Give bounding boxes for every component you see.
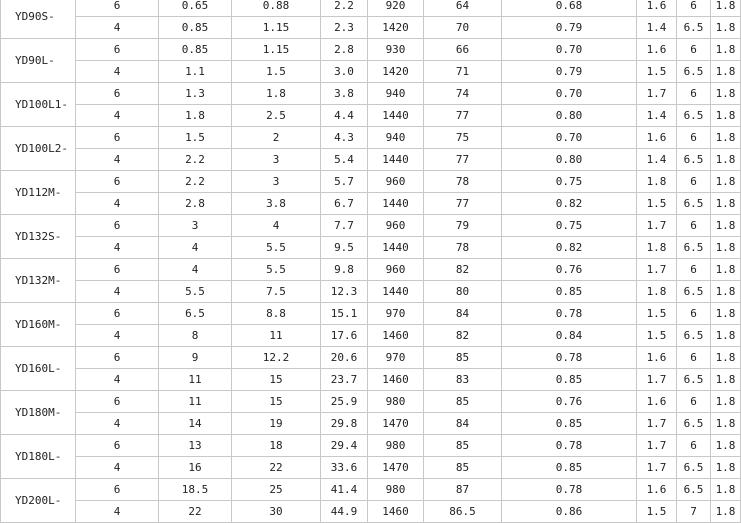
value-cell: 5.4 <box>321 149 368 171</box>
value-cell: 960 <box>368 171 424 193</box>
value-cell: 1.5 <box>637 303 677 325</box>
value-cell: 85 <box>424 435 502 457</box>
value-cell: 0.68 <box>502 0 637 17</box>
value-cell: 0.85 <box>159 39 232 61</box>
value-cell: 6.5 <box>677 193 711 215</box>
value-cell: 6 <box>677 171 711 193</box>
value-cell: 6.7 <box>321 193 368 215</box>
value-cell: 1.8 <box>711 0 741 17</box>
value-cell: 1460 <box>368 369 424 391</box>
value-cell: 77 <box>424 193 502 215</box>
value-cell: 1.4 <box>637 17 677 39</box>
value-cell: 6.5 <box>677 149 711 171</box>
value-cell: 8.8 <box>232 303 321 325</box>
value-cell: 1.8 <box>637 281 677 303</box>
value-cell: 41.4 <box>321 479 368 501</box>
value-cell: 1.5 <box>637 325 677 347</box>
value-cell: 0.79 <box>502 61 637 83</box>
value-cell: 77 <box>424 149 502 171</box>
value-cell: 1.8 <box>711 391 741 413</box>
pole-cell: 4 <box>76 17 159 39</box>
value-cell: 78 <box>424 237 502 259</box>
value-cell: 1.7 <box>637 369 677 391</box>
value-cell: 1.7 <box>637 413 677 435</box>
pole-cell: 6 <box>76 83 159 105</box>
value-cell: 6 <box>677 259 711 281</box>
pole-cell: 4 <box>76 193 159 215</box>
value-cell: 70 <box>424 17 502 39</box>
table-row <box>1 325 741 347</box>
value-cell: 85 <box>424 457 502 479</box>
value-cell: 1.15 <box>232 17 321 39</box>
table-row <box>1 347 741 369</box>
value-cell: 6.5 <box>159 303 232 325</box>
value-cell: 20.6 <box>321 347 368 369</box>
value-cell: 1.8 <box>711 105 741 127</box>
value-cell: 1.8 <box>159 105 232 127</box>
model-cell: YD100L1- <box>1 83 76 127</box>
value-cell: 0.78 <box>502 303 637 325</box>
value-cell: 3 <box>232 149 321 171</box>
value-cell: 83 <box>424 369 502 391</box>
value-cell: 19 <box>232 413 321 435</box>
table-row <box>1 39 741 61</box>
value-cell: 0.85 <box>502 369 637 391</box>
value-cell: 0.76 <box>502 391 637 413</box>
model-cell: YD100L2- <box>1 127 76 171</box>
value-cell: 1.8 <box>711 325 741 347</box>
value-cell: 1.5 <box>637 193 677 215</box>
value-cell: 9.8 <box>321 259 368 281</box>
table-row <box>1 391 741 413</box>
value-cell: 17.6 <box>321 325 368 347</box>
value-cell: 6 <box>677 303 711 325</box>
value-cell: 1.8 <box>711 193 741 215</box>
model-cell: YD200L- <box>1 479 76 523</box>
value-cell: 0.80 <box>502 105 637 127</box>
value-cell: 1.6 <box>637 39 677 61</box>
value-cell: 930 <box>368 39 424 61</box>
value-cell: 22 <box>159 501 232 523</box>
value-cell: 7.7 <box>321 215 368 237</box>
value-cell: 1.8 <box>711 347 741 369</box>
value-cell: 1.4 <box>637 149 677 171</box>
value-cell: 6 <box>677 39 711 61</box>
value-cell: 71 <box>424 61 502 83</box>
value-cell: 1.8 <box>711 501 741 523</box>
value-cell: 29.8 <box>321 413 368 435</box>
value-cell: 6.5 <box>677 281 711 303</box>
model-cell: YD90S- <box>1 0 76 39</box>
model-cell: YD160L- <box>1 347 76 391</box>
value-cell: 85 <box>424 347 502 369</box>
value-cell: 79 <box>424 215 502 237</box>
pole-cell: 4 <box>76 413 159 435</box>
value-cell: 2.3 <box>321 17 368 39</box>
value-cell: 1.8 <box>711 83 741 105</box>
value-cell: 0.80 <box>502 149 637 171</box>
pole-cell: 6 <box>76 435 159 457</box>
value-cell: 6 <box>677 83 711 105</box>
value-cell: 1.4 <box>637 105 677 127</box>
value-cell: 1.7 <box>637 83 677 105</box>
value-cell: 5.7 <box>321 171 368 193</box>
table-row <box>1 501 741 523</box>
value-cell: 0.85 <box>502 457 637 479</box>
value-cell: 11 <box>159 391 232 413</box>
value-cell: 6 <box>677 435 711 457</box>
value-cell: 0.84 <box>502 325 637 347</box>
value-cell: 2.8 <box>159 193 232 215</box>
value-cell: 1.5 <box>637 61 677 83</box>
value-cell: 1460 <box>368 325 424 347</box>
model-cell: YD160M- <box>1 303 76 347</box>
value-cell: 1.8 <box>711 413 741 435</box>
table-row <box>1 83 741 105</box>
value-cell: 0.70 <box>502 83 637 105</box>
value-cell: 4 <box>159 259 232 281</box>
value-cell: 85 <box>424 391 502 413</box>
value-cell: 6.5 <box>677 457 711 479</box>
value-cell: 980 <box>368 479 424 501</box>
model-cell: YD132M- <box>1 259 76 303</box>
pole-cell: 4 <box>76 369 159 391</box>
value-cell: 960 <box>368 215 424 237</box>
model-cell: YD180L- <box>1 435 76 479</box>
value-cell: 0.85 <box>502 281 637 303</box>
value-cell: 7 <box>677 501 711 523</box>
table-row <box>1 413 741 435</box>
value-cell: 2.2 <box>159 149 232 171</box>
value-cell: 9.5 <box>321 237 368 259</box>
value-cell: 33.6 <box>321 457 368 479</box>
pole-cell: 4 <box>76 281 159 303</box>
value-cell: 6.5 <box>677 105 711 127</box>
value-cell: 960 <box>368 259 424 281</box>
value-cell: 1.6 <box>637 127 677 149</box>
model-cell: YD180M- <box>1 391 76 435</box>
value-cell: 1.8 <box>711 281 741 303</box>
value-cell: 1440 <box>368 149 424 171</box>
value-cell: 0.78 <box>502 479 637 501</box>
value-cell: 82 <box>424 259 502 281</box>
value-cell: 87 <box>424 479 502 501</box>
value-cell: 1.8 <box>711 171 741 193</box>
pole-cell: 6 <box>76 127 159 149</box>
value-cell: 3 <box>232 171 321 193</box>
pole-cell: 6 <box>76 347 159 369</box>
value-cell: 6 <box>677 347 711 369</box>
value-cell: 980 <box>368 435 424 457</box>
value-cell: 77 <box>424 105 502 127</box>
value-cell: 14 <box>159 413 232 435</box>
pole-cell: 4 <box>76 501 159 523</box>
value-cell: 1.6 <box>637 0 677 17</box>
value-cell: 44.9 <box>321 501 368 523</box>
value-cell: 1.3 <box>159 83 232 105</box>
value-cell: 75 <box>424 127 502 149</box>
value-cell: 1.8 <box>711 17 741 39</box>
value-cell: 0.85 <box>159 17 232 39</box>
value-cell: 2.5 <box>232 105 321 127</box>
value-cell: 6 <box>677 0 711 17</box>
value-cell: 940 <box>368 83 424 105</box>
value-cell: 8 <box>159 325 232 347</box>
table-row <box>1 17 741 39</box>
value-cell: 82 <box>424 325 502 347</box>
pole-cell: 6 <box>76 215 159 237</box>
value-cell: 1.15 <box>232 39 321 61</box>
value-cell: 7.5 <box>232 281 321 303</box>
value-cell: 84 <box>424 413 502 435</box>
value-cell: 25 <box>232 479 321 501</box>
table-row <box>1 435 741 457</box>
value-cell: 0.78 <box>502 435 637 457</box>
value-cell: 1.8 <box>711 259 741 281</box>
value-cell: 4 <box>159 237 232 259</box>
table-row <box>1 127 741 149</box>
value-cell: 15 <box>232 391 321 413</box>
value-cell: 0.86 <box>502 501 637 523</box>
pole-cell: 6 <box>76 259 159 281</box>
value-cell: 0.75 <box>502 171 637 193</box>
value-cell: 0.88 <box>232 0 321 17</box>
value-cell: 25.9 <box>321 391 368 413</box>
value-cell: 0.76 <box>502 259 637 281</box>
value-cell: 6.5 <box>677 479 711 501</box>
value-cell: 5.5 <box>159 281 232 303</box>
value-cell: 1.8 <box>711 303 741 325</box>
value-cell: 1420 <box>368 17 424 39</box>
value-cell: 0.82 <box>502 237 637 259</box>
value-cell: 980 <box>368 391 424 413</box>
value-cell: 0.70 <box>502 127 637 149</box>
value-cell: 66 <box>424 39 502 61</box>
value-cell: 12.3 <box>321 281 368 303</box>
value-cell: 970 <box>368 303 424 325</box>
value-cell: 18 <box>232 435 321 457</box>
value-cell: 1.8 <box>711 149 741 171</box>
value-cell: 6 <box>677 391 711 413</box>
value-cell: 22 <box>232 457 321 479</box>
value-cell: 15.1 <box>321 303 368 325</box>
value-cell: 6.5 <box>677 369 711 391</box>
value-cell: 30 <box>232 501 321 523</box>
value-cell: 1.8 <box>711 479 741 501</box>
value-cell: 2.2 <box>159 171 232 193</box>
value-cell: 6.5 <box>677 413 711 435</box>
value-cell: 1470 <box>368 413 424 435</box>
value-cell: 23.7 <box>321 369 368 391</box>
value-cell: 1.8 <box>711 61 741 83</box>
value-cell: 1.8 <box>711 457 741 479</box>
value-cell: 0.79 <box>502 17 637 39</box>
value-cell: 1.7 <box>637 457 677 479</box>
value-cell: 9 <box>159 347 232 369</box>
pole-cell: 6 <box>76 479 159 501</box>
pole-cell: 6 <box>76 303 159 325</box>
pole-cell: 4 <box>76 149 159 171</box>
pole-cell: 4 <box>76 61 159 83</box>
value-cell: 1440 <box>368 281 424 303</box>
value-cell: 3 <box>159 215 232 237</box>
table-row <box>1 303 741 325</box>
value-cell: 920 <box>368 0 424 17</box>
value-cell: 1.8 <box>637 237 677 259</box>
value-cell: 86.5 <box>424 501 502 523</box>
value-cell: 3.0 <box>321 61 368 83</box>
value-cell: 1.6 <box>637 391 677 413</box>
value-cell: 1.6 <box>637 347 677 369</box>
table-row <box>1 259 741 281</box>
value-cell: 0.65 <box>159 0 232 17</box>
value-cell: 1.8 <box>711 215 741 237</box>
value-cell: 1.8 <box>637 171 677 193</box>
value-cell: 940 <box>368 127 424 149</box>
value-cell: 3.8 <box>232 193 321 215</box>
value-cell: 6.5 <box>677 17 711 39</box>
value-cell: 1.8 <box>711 369 741 391</box>
table-row <box>1 149 741 171</box>
table-row <box>1 215 741 237</box>
value-cell: 80 <box>424 281 502 303</box>
value-cell: 6.5 <box>677 237 711 259</box>
value-cell: 2 <box>232 127 321 149</box>
value-cell: 16 <box>159 457 232 479</box>
value-cell: 1440 <box>368 237 424 259</box>
value-cell: 11 <box>159 369 232 391</box>
value-cell: 12.2 <box>232 347 321 369</box>
pole-cell: 4 <box>76 105 159 127</box>
value-cell: 5.5 <box>232 237 321 259</box>
value-cell: 1.6 <box>637 479 677 501</box>
table-row <box>1 457 741 479</box>
value-cell: 18.5 <box>159 479 232 501</box>
value-cell: 64 <box>424 0 502 17</box>
value-cell: 1460 <box>368 501 424 523</box>
value-cell: 6 <box>677 215 711 237</box>
model-cell: YD112M- <box>1 171 76 215</box>
pole-cell: 6 <box>76 391 159 413</box>
table-row <box>1 105 741 127</box>
pole-cell: 4 <box>76 325 159 347</box>
value-cell: 1.8 <box>711 39 741 61</box>
table-row <box>1 237 741 259</box>
value-cell: 84 <box>424 303 502 325</box>
table-body <box>1 0 741 523</box>
value-cell: 29.4 <box>321 435 368 457</box>
pole-cell: 4 <box>76 457 159 479</box>
value-cell: 0.82 <box>502 193 637 215</box>
value-cell: 2.2 <box>321 0 368 17</box>
value-cell: 1.8 <box>711 127 741 149</box>
value-cell: 1.5 <box>159 127 232 149</box>
value-cell: 1.8 <box>711 237 741 259</box>
value-cell: 0.85 <box>502 413 637 435</box>
table-row <box>1 369 741 391</box>
value-cell: 1.1 <box>159 61 232 83</box>
pole-cell: 6 <box>76 0 159 17</box>
value-cell: 4.3 <box>321 127 368 149</box>
value-cell: 1420 <box>368 61 424 83</box>
table-row <box>1 0 741 17</box>
value-cell: 4 <box>232 215 321 237</box>
value-cell: 1.8 <box>232 83 321 105</box>
value-cell: 1470 <box>368 457 424 479</box>
value-cell: 15 <box>232 369 321 391</box>
value-cell: 0.78 <box>502 347 637 369</box>
value-cell: 1.5 <box>637 501 677 523</box>
model-cell: YD90L- <box>1 39 76 83</box>
model-cell: YD132S- <box>1 215 76 259</box>
pole-cell: 6 <box>76 171 159 193</box>
value-cell: 13 <box>159 435 232 457</box>
table-row <box>1 479 741 501</box>
value-cell: 6.5 <box>677 325 711 347</box>
value-cell: 1440 <box>368 105 424 127</box>
value-cell: 3.8 <box>321 83 368 105</box>
value-cell: 5.5 <box>232 259 321 281</box>
table-row <box>1 171 741 193</box>
value-cell: 78 <box>424 171 502 193</box>
pole-cell: 6 <box>76 39 159 61</box>
pole-cell: 4 <box>76 237 159 259</box>
value-cell: 4.4 <box>321 105 368 127</box>
value-cell: 6 <box>677 127 711 149</box>
value-cell: 1.5 <box>232 61 321 83</box>
value-cell: 0.75 <box>502 215 637 237</box>
value-cell: 74 <box>424 83 502 105</box>
value-cell: 6.5 <box>677 61 711 83</box>
value-cell: 970 <box>368 347 424 369</box>
value-cell: 1440 <box>368 193 424 215</box>
value-cell: 2.8 <box>321 39 368 61</box>
value-cell: 1.7 <box>637 215 677 237</box>
table-row <box>1 61 741 83</box>
value-cell: 1.7 <box>637 435 677 457</box>
value-cell: 1.8 <box>711 435 741 457</box>
value-cell: 0.70 <box>502 39 637 61</box>
table-row <box>1 281 741 303</box>
value-cell: 11 <box>232 325 321 347</box>
table-row <box>1 193 741 215</box>
value-cell: 1.7 <box>637 259 677 281</box>
